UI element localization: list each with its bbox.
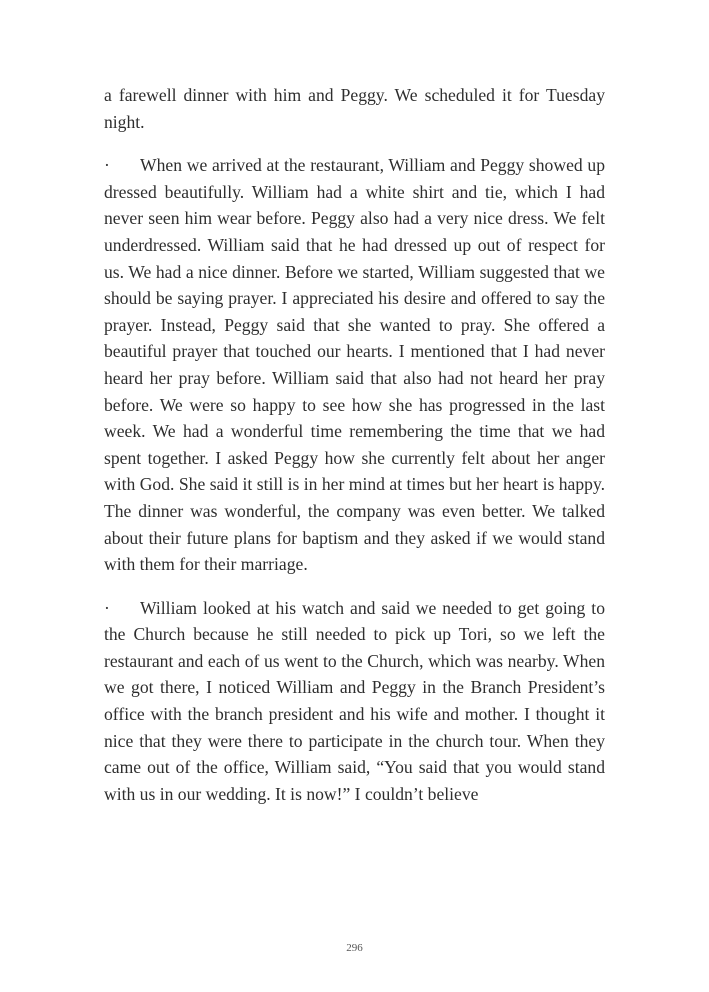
page-number: 296 <box>346 942 363 954</box>
paragraph-continuation <box>104 82 605 135</box>
paragraph-church <box>104 595 605 808</box>
paragraph-text: a farewell dinner with him and Peggy. We scheduled it for Tuesday night. <box>104 85 605 132</box>
bullet-marker: · <box>104 597 110 618</box>
body-text <box>104 82 605 824</box>
bullet-marker: · <box>104 155 110 176</box>
paragraph-text: William looked at his watch and said we needed to get going to the Church because he still needed to pick up Tori, so we left the restaurant and each of us went to the Church, which was nearby. When we got there, I noticed William and Peggy in the Branch President’s office with the branch president and his wife and mother. I thought it nice that they were there to participate in the church tour. When they came out of the office, William said, “You said that you would stand with us in our wedding. It is now!” I couldn’t believe <box>104 597 605 804</box>
paragraph-text: When we arrived at the restaurant, William and Peggy showed up dressed beautifully. William had a white shirt and tie, which I had never seen him wear before. Peggy also had a very nice dress. We felt underdressed. William said that he had dressed up out of respect for us. We had a nice dinner. Before we started, William suggested that we should be saying prayer. I appreciated his desire and offered to say the prayer. Instead, Peggy said that she wanted to pray. She offered a beautiful prayer that touched our hearts. I mentioned that I had never heard her pray before. William said that also had not heard her pray before. We were so happy to see how she has progressed in the last week. We had a wonderful time remembering the time that we had spent together. I asked Peggy how she currently felt about her anger with God. She said it still is in her mind at times but her heart is happy. The dinner was wonderful, the company was even better. We talked about their future plans for baptism and they asked if we would stand with them for their marriage. <box>104 155 605 575</box>
paragraph-dinner <box>104 152 605 578</box>
